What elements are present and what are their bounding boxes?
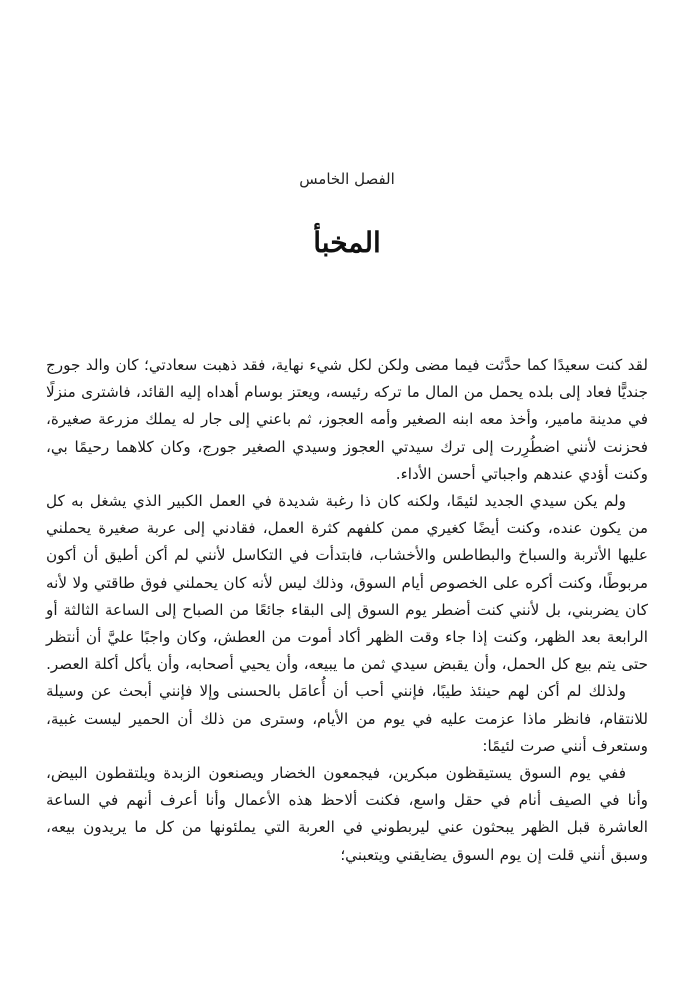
chapter-title: المخبأ [313, 226, 381, 259]
paragraph-1: لقد كنت سعيدًا كما حدَّثت فيما مضى ولكن لكل شيء نهاية، فقد ذهبت سعادتي؛ كان والد جورج جنديًّا فعاد إلى بلده يحمل من المال ما تركه رئيسه، ويعتز بوسام أهداه إليه القائد، فاشترى منزلًا في مدينة مامير، وأخذ معه ابنه الصغير وأمه العجوز، ثم باعني إلى جار له يملك مزرعة صغيرة، فحزنت لأنني اضطُرِرت إلى ترك سيدتي العجوز وسيدي الصغير جورج، وكان كلاهما رحيمًا بي، وكنت أؤدي عندهم واجباتي أحسن الأداء. [46, 356, 648, 483]
paragraph-2: ولم يكن سيدي الجديد لئيمًا، ولكنه كان ذا رغبة شديدة في العمل الكبير الذي يشغل به كل من يكون عنده، وكنت أيضًا كغيري ممن كلفهم كثرة العمل، فقادني إلى عربة صغيرة يحملني عليها الأتربة والسباخ والبطاطس والأخشاب، فابتدأت في التكاسل لأنني لم أكن أطيق أن أكون مربوطًا، وكنت أكره على الخصوص أيام السوق، وذلك ليس لأنه كان يحملني فوق طاقتي ولا لأنه كان يضربني، بل لأنني كنت أضطر يوم السوق إلى البقاء جائعًا من الصباح إلى الساعة الثالثة أو الرابعة بعد الظهر، وكنت إذا جاء وقت الظهر أكاد أموت من العطش، وكان واجبًا عليَّ أن أنتظر حتى يتم بيع كل الحمل، وأن يقبض سيدي ثمن ما يبيعه، وأن يحيي أصحابه، وأن يأكل أكلة العصر. [46, 492, 648, 674]
chapter-body [46, 352, 648, 869]
chapter-number: الفصل الخامس [299, 170, 395, 188]
paragraph-4: ففي يوم السوق يستيقظون مبكرين، فيجمعون الخضار ويصنعون الزبدة ويلتقطون البيض، وأنا في الصيف أنام في حقل واسع، فكنت ألاحظ هذه الأعمال وأنا أعرف أنهم في الساعة العاشرة قبل الظهر يبحثون عني ليربطوني في العربة التي يملئونها من كل ما يريدون بيعه، وسبق أنني قلت إن يوم السوق يضايقني ويتعبني؛ [46, 764, 648, 864]
paragraph-3: ولذلك لم أكن لهم حينئذ طيبًا، فإنني أحب أن أُعامَل بالحسنى وإلا فإنني أبحث عن وسيلة للانتقام، فانظر ماذا عزمت عليه في يوم من الأيام، وسترى من ذلك أن الحمير ليست غبية، وستعرف أنني صرت لئيمًا: [46, 682, 648, 755]
